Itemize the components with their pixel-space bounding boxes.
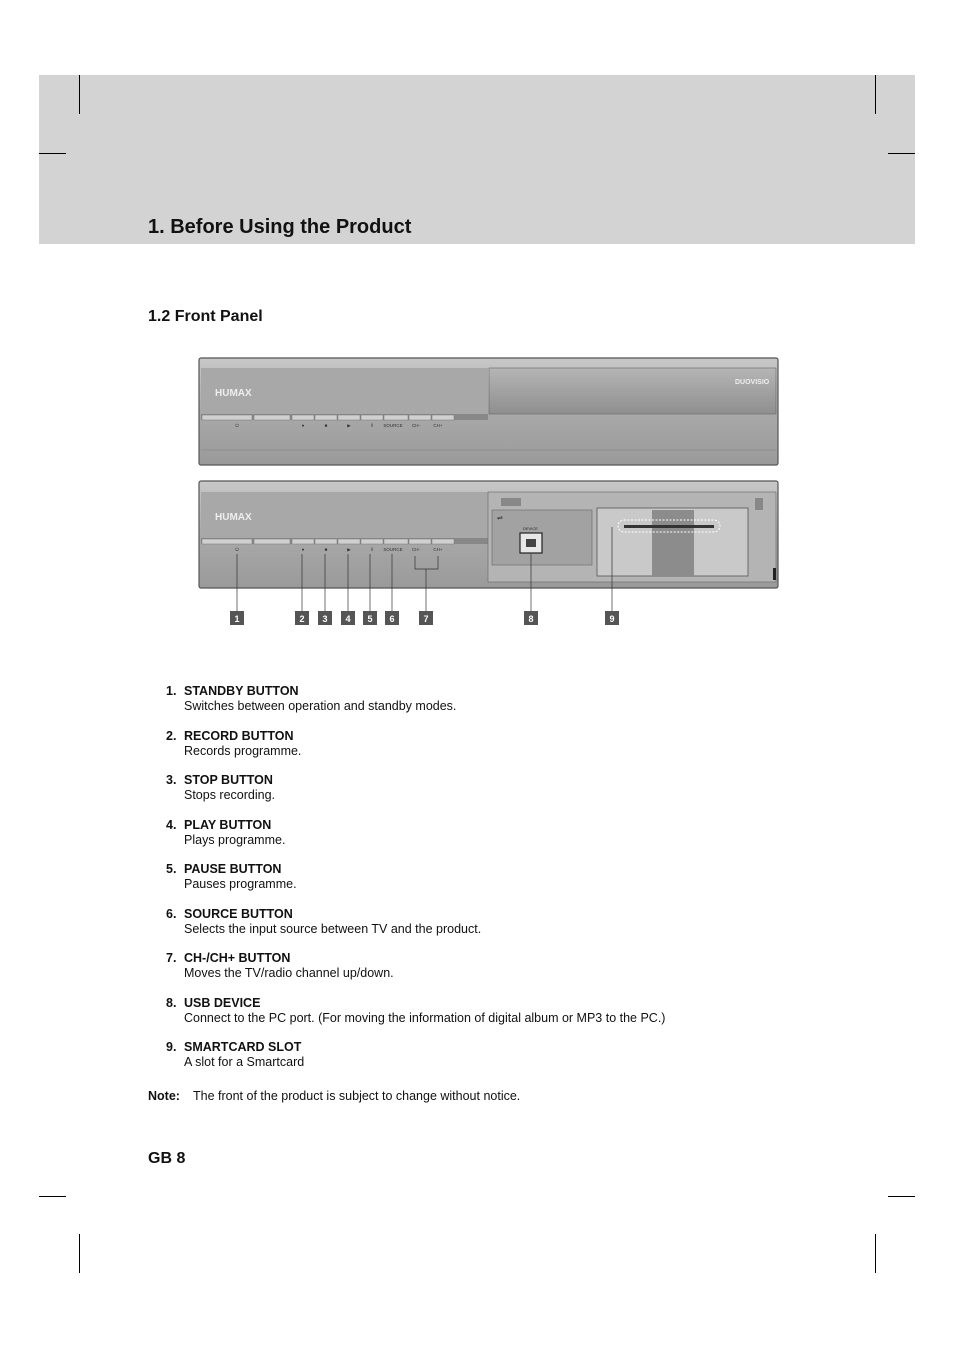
front-panel-open [199, 481, 778, 588]
item-name: PLAY BUTTON [184, 817, 272, 832]
brand-logo: HUMAX [215, 512, 252, 523]
front-panel-figure [190, 350, 790, 640]
note [148, 1089, 520, 1103]
ch-minus-label: CH- [412, 423, 420, 428]
list-item [166, 907, 866, 952]
item-description: A slot for a Smartcard [184, 1055, 305, 1069]
item-number: 6. [166, 906, 177, 921]
source-label: SOURCE [383, 423, 403, 428]
list-item [166, 729, 866, 774]
note-label: Note: [148, 1089, 180, 1103]
crop-mark [39, 1196, 66, 1197]
item-number: 5. [166, 862, 177, 876]
ch-plus-label: CH+ [433, 547, 443, 552]
callout-4: 4 [345, 614, 351, 624]
usb-label: DEVICE [523, 526, 538, 531]
item-description: Switches between operation and standby modes. [184, 699, 457, 713]
record-icon: ● [301, 423, 305, 428]
stop-icon: ■ [324, 547, 328, 552]
callout-2: 2 [299, 614, 305, 624]
item-name: SOURCE BUTTON [184, 906, 293, 921]
item-description: Records programme. [184, 743, 302, 758]
item-number: 4. [166, 817, 177, 832]
play-icon: ▶ [347, 547, 351, 552]
item-number: 9. [166, 1040, 177, 1054]
callout-6: 6 [389, 614, 395, 624]
callout-5: 5 [367, 614, 373, 624]
brand-logo: HUMAX [215, 388, 252, 399]
item-name: PAUSE BUTTON [184, 862, 282, 876]
list-item [166, 818, 866, 863]
item-name: SMARTCARD SLOT [184, 1040, 302, 1054]
callout-9: 9 [609, 614, 615, 624]
stop-icon: ■ [324, 423, 328, 428]
source-label: SOURCE [383, 547, 403, 552]
item-description: Moves the TV/radio channel up/down. [184, 966, 394, 980]
note-text: The front of the product is subject to change without notice. [193, 1089, 521, 1103]
item-name: USB DEVICE [184, 995, 261, 1010]
list-item [166, 684, 866, 729]
item-description: Pauses programme. [184, 877, 297, 891]
ch-plus-label: CH+ [433, 423, 443, 428]
power-icon: ⏻ [235, 423, 239, 428]
list-item [166, 951, 866, 996]
crop-mark [79, 75, 80, 114]
item-description: Connect to the PC port. (For moving the information of digital album or MP3 to the PC.) [184, 1010, 666, 1025]
pause-icon: ‖ [371, 547, 373, 552]
crop-mark [888, 153, 915, 154]
list-item [166, 996, 866, 1041]
callout-3: 3 [322, 614, 328, 624]
pause-icon: ‖ [371, 423, 373, 428]
usb-icon: ⇌ [497, 515, 503, 522]
item-name: CH-/CH+ BUTTON [184, 951, 291, 965]
callout-7: 7 [423, 614, 429, 624]
list-item [166, 1040, 866, 1085]
page-number: GB 8 [148, 1150, 186, 1167]
item-description: Stops recording. [184, 788, 276, 802]
item-name: STOP BUTTON [184, 773, 273, 787]
ch-minus-label: CH- [412, 547, 420, 552]
crop-mark [875, 1234, 876, 1273]
item-name: RECORD BUTTON [184, 728, 294, 743]
callout-8: 8 [528, 614, 534, 624]
chapter-title: 1. Before Using the Product [148, 216, 412, 238]
section-title: 1.2 Front Panel [148, 308, 263, 325]
record-icon: ● [301, 547, 305, 552]
item-number: 7. [166, 951, 177, 965]
play-icon: ▶ [347, 423, 351, 428]
duovisio-logo: DUOVISIO [735, 379, 770, 386]
power-icon: ⏻ [235, 547, 239, 552]
item-description: Plays programme. [184, 832, 286, 847]
crop-mark [79, 1234, 80, 1273]
list-item [166, 773, 866, 818]
item-number: 1. [166, 684, 177, 698]
item-name: STANDBY BUTTON [184, 684, 299, 698]
front-panel-closed [199, 358, 778, 465]
item-description: Selects the input source between TV and the product. [184, 921, 482, 936]
component-list [166, 684, 866, 1085]
item-number: 3. [166, 773, 177, 787]
item-number: 2. [166, 728, 177, 743]
crop-mark [39, 153, 66, 154]
item-number: 8. [166, 995, 177, 1010]
crop-mark [875, 75, 876, 114]
list-item [166, 862, 866, 907]
crop-mark [888, 1196, 915, 1197]
callout-1: 1 [234, 614, 240, 624]
